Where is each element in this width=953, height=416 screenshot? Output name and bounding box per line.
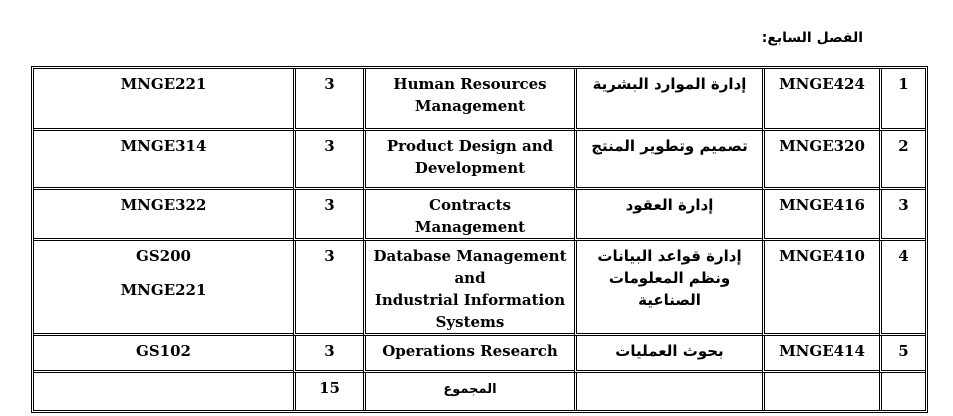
table-row <box>34 131 925 190</box>
credit-hours: 3 <box>293 336 363 373</box>
table-row <box>34 69 925 131</box>
course-name-english-line: Systems <box>435 313 505 331</box>
course-name-english-line: Development <box>414 159 526 177</box>
prerequisites <box>34 69 293 131</box>
course-name-english-line: Contracts Management <box>414 196 526 236</box>
empty-cell <box>34 373 293 410</box>
row-number: 1 <box>879 69 925 131</box>
table-row <box>34 336 925 373</box>
course-name-arabic: إدارة الموارد البشرية <box>574 69 762 131</box>
course-name-english-line: Human Resources <box>393 75 547 93</box>
course-name-english <box>363 131 574 190</box>
credit-hours: 3 <box>293 131 363 190</box>
prerequisite-code: MNGE322 <box>120 196 207 214</box>
course-name-english <box>363 336 574 373</box>
course-name-arabic: إدارة قواعد البيانات ونظم المعلومات الصناعية <box>574 241 762 336</box>
credit-hours: 3 <box>293 241 363 336</box>
course-code: MNGE414 <box>762 336 879 373</box>
course-name-english-line: Product Design and <box>386 137 554 155</box>
course-name-english-line: Database Management and <box>373 247 567 287</box>
course-name-english-line: Industrial Information <box>374 291 566 309</box>
prerequisites <box>34 190 293 241</box>
empty-cell <box>762 373 879 410</box>
prerequisite-code: MNGE221 <box>120 281 207 299</box>
prerequisites <box>34 131 293 190</box>
total-row <box>34 373 925 410</box>
semester-heading: الفصل السابع: <box>761 30 863 46</box>
course-name-english <box>363 241 574 336</box>
total-label: المجموع <box>443 382 497 397</box>
row-number: 2 <box>879 131 925 190</box>
course-code: MNGE424 <box>762 69 879 131</box>
course-name-arabic: تصميم وتطوير المنتج <box>574 131 762 190</box>
course-code: MNGE410 <box>762 241 879 336</box>
empty-cell <box>574 373 762 410</box>
course-name-english-line: Operations Research <box>382 342 558 360</box>
course-name-english <box>363 190 574 241</box>
courses-table <box>31 66 928 413</box>
prerequisite-code: MNGE221 <box>120 75 207 93</box>
prerequisite-code: MNGE314 <box>120 137 207 155</box>
course-code: MNGE416 <box>762 190 879 241</box>
course-code: MNGE320 <box>762 131 879 190</box>
prerequisites <box>34 241 293 336</box>
course-name-english-line: Management <box>414 97 526 115</box>
prerequisite-code: GS200 <box>136 247 191 265</box>
prerequisites <box>34 336 293 373</box>
credit-hours: 3 <box>293 190 363 241</box>
table-row <box>34 190 925 241</box>
course-name-arabic: إدارة العقود <box>574 190 762 241</box>
credit-hours: 3 <box>293 69 363 131</box>
row-number: 4 <box>879 241 925 336</box>
total-label-cell <box>363 373 574 410</box>
total-credit-hours: 15 <box>293 373 363 410</box>
row-number: 5 <box>879 336 925 373</box>
prerequisite-code: GS102 <box>136 342 191 360</box>
course-name-english <box>363 69 574 131</box>
table-row <box>34 241 925 336</box>
course-name-arabic: بحوث العمليات <box>574 336 762 373</box>
row-number: 3 <box>879 190 925 241</box>
empty-cell <box>879 373 925 410</box>
